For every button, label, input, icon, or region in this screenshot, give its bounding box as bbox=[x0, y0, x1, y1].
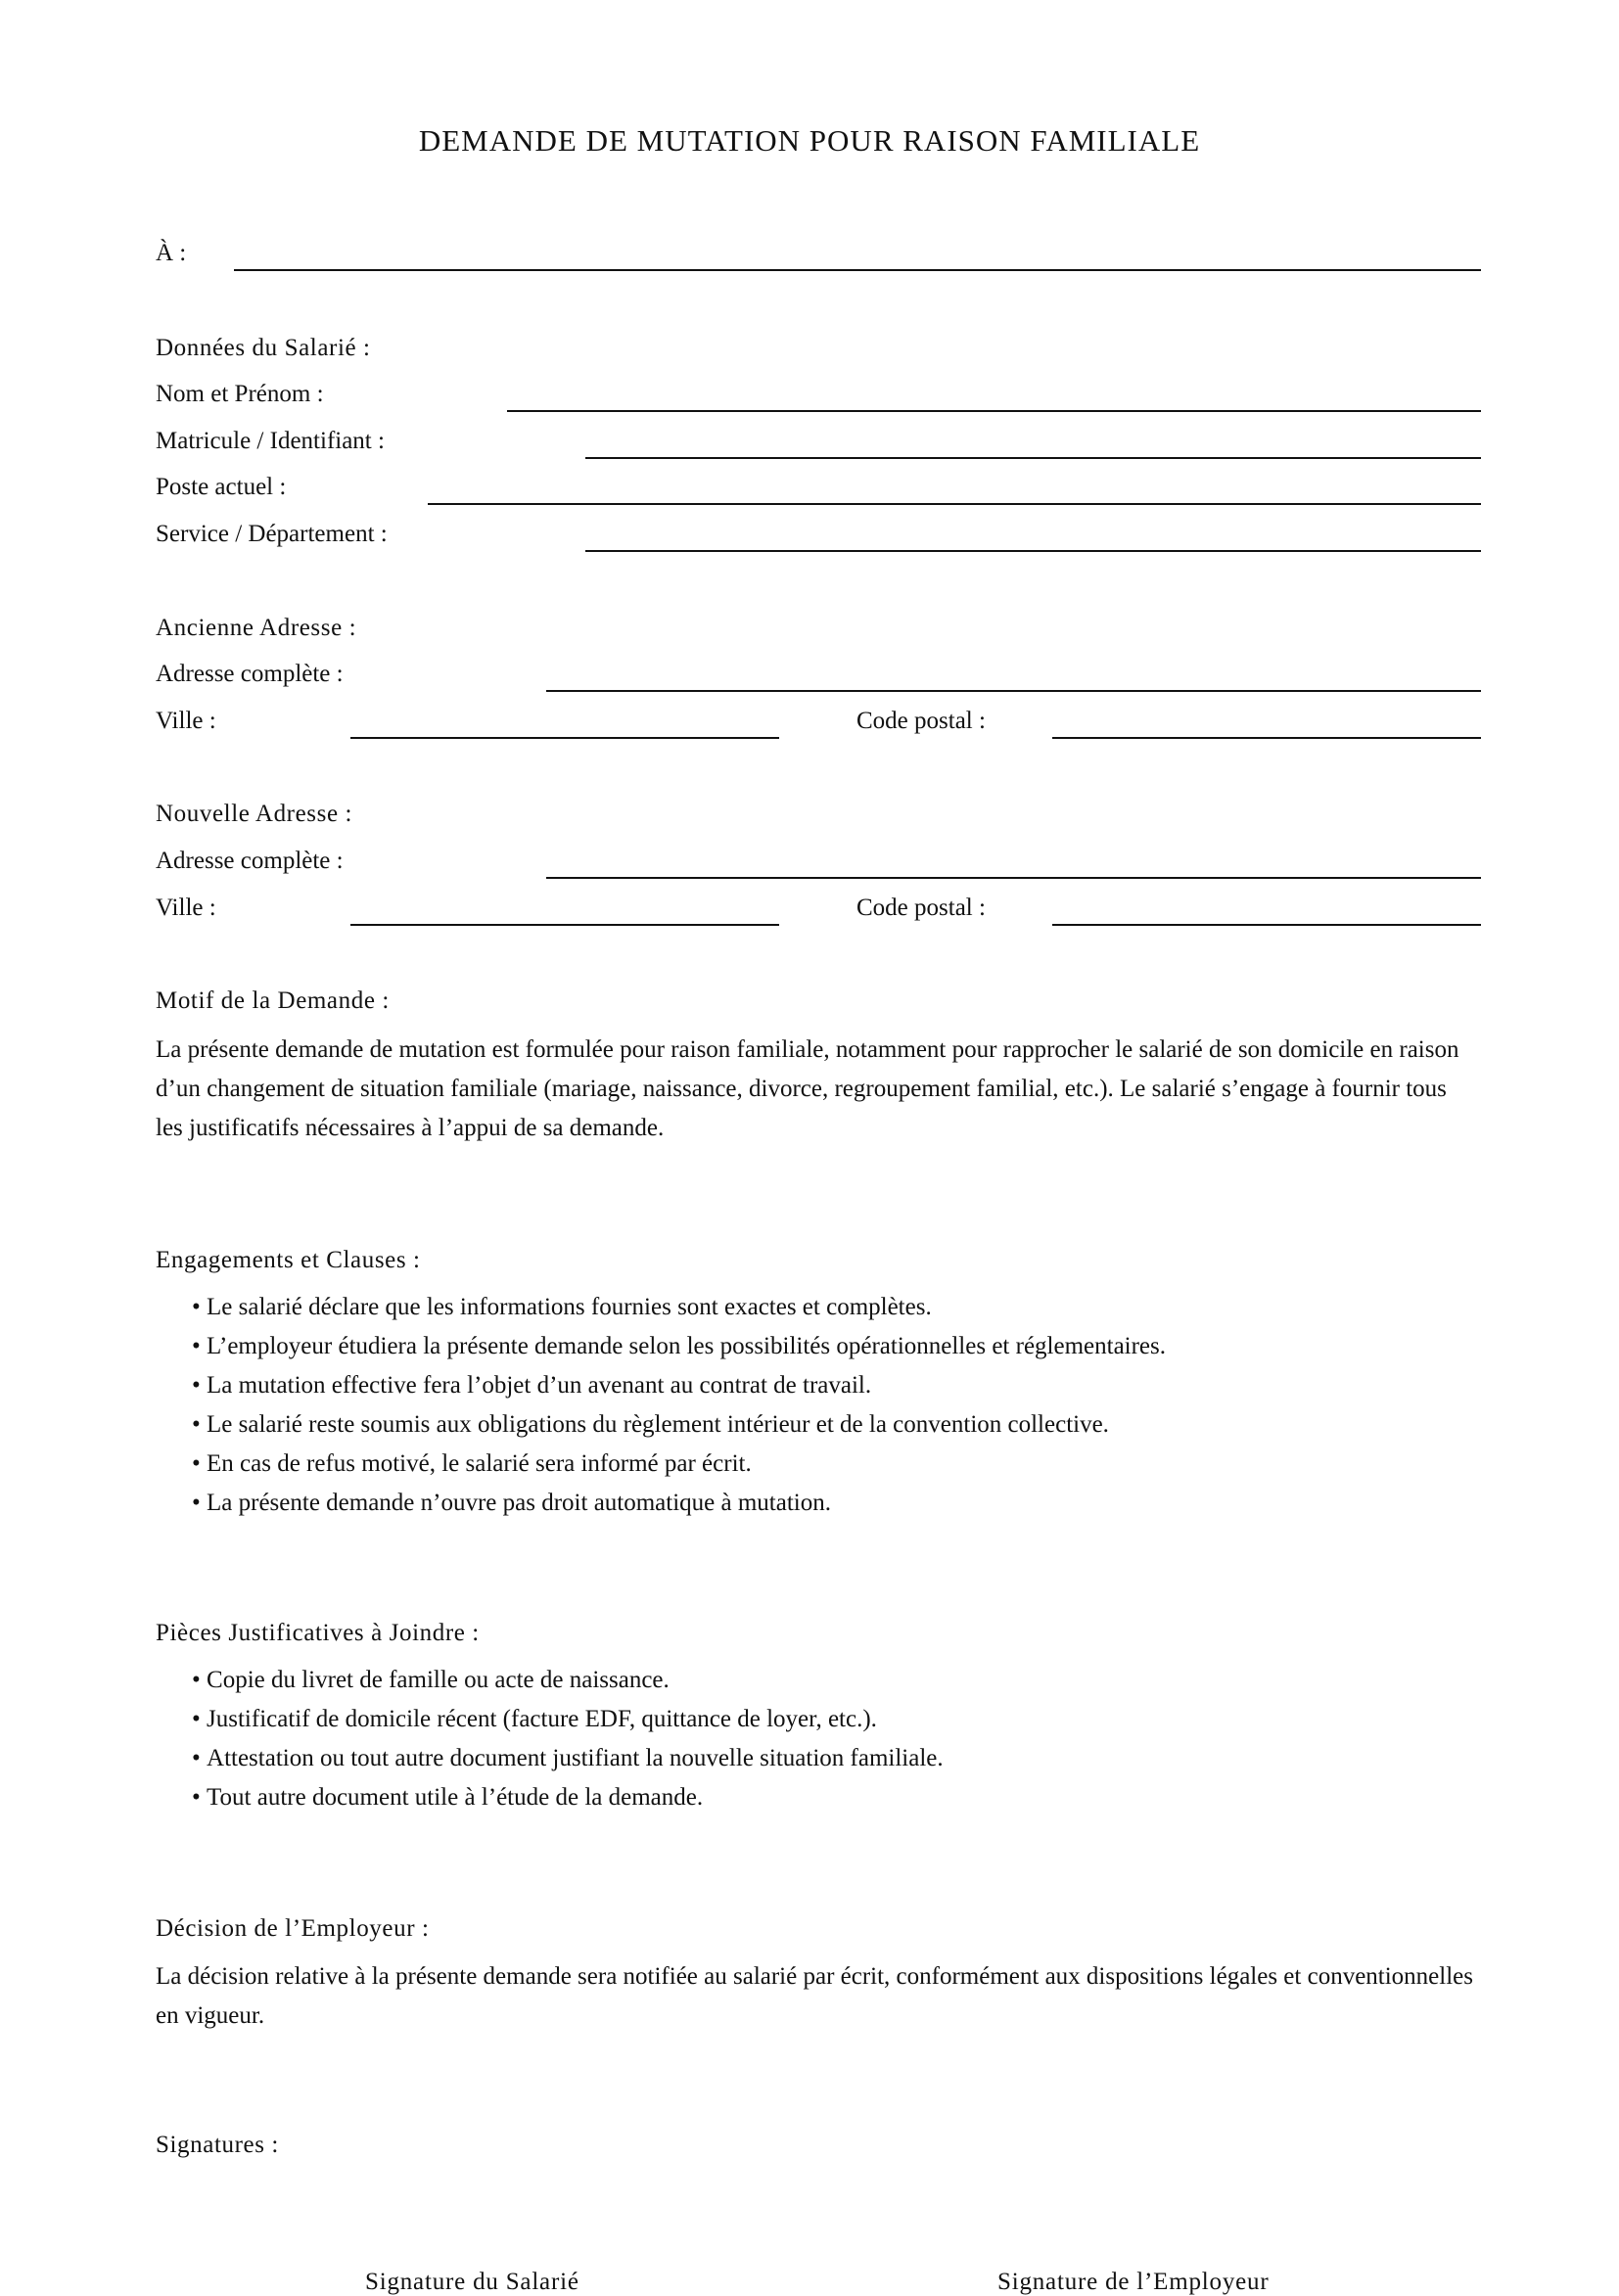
document-title: DEMANDE DE MUTATION POUR RAISON FAMILIALE bbox=[418, 123, 1201, 158]
department-field[interactable] bbox=[585, 550, 1481, 552]
new-postal-label: Code postal : bbox=[856, 895, 986, 921]
old-city-field[interactable] bbox=[350, 737, 779, 739]
recipient-field[interactable] bbox=[234, 269, 1481, 271]
new-postal-field[interactable] bbox=[1052, 924, 1481, 926]
new-address-field[interactable] bbox=[546, 877, 1481, 879]
list-item: • Copie du livret de famille ou acte de naissance. bbox=[192, 1661, 944, 1700]
new-address-label: Adresse complète : bbox=[156, 848, 344, 874]
pieces-list bbox=[192, 1661, 944, 1817]
old-address-heading: Ancienne Adresse : bbox=[156, 615, 357, 641]
motif-heading: Motif de la Demande : bbox=[156, 987, 390, 1014]
employer-signature-label: Signature de l’Employeur bbox=[997, 2269, 1270, 2295]
engagements-heading: Engagements et Clauses : bbox=[156, 1247, 421, 1273]
id-label: Matricule / Identifiant : bbox=[156, 428, 385, 454]
id-field[interactable] bbox=[585, 457, 1481, 459]
decision-paragraph: La décision relative à la présente demande sera notifiée au salarié par écrit, conformément aux dispositions légales et conventionnelles en vigueur. bbox=[156, 1963, 1473, 2029]
old-city-label: Ville : bbox=[156, 708, 216, 734]
old-address-label: Adresse complète : bbox=[156, 661, 344, 687]
list-item: • Le salarié déclare que les informations fournies sont exactes et complètes. bbox=[192, 1288, 1166, 1327]
employee-heading: Données du Salarié : bbox=[156, 335, 371, 361]
name-field[interactable] bbox=[507, 410, 1481, 412]
decision-heading: Décision de l’Employeur : bbox=[156, 1915, 430, 1942]
list-item: • Justificatif de domicile récent (facture EDF, quittance de loyer, etc.). bbox=[192, 1700, 944, 1739]
new-address-heading: Nouvelle Adresse : bbox=[156, 801, 353, 827]
employee-signature-label: Signature du Salarié bbox=[365, 2269, 579, 2295]
motif-paragraph: La présente demande de mutation est formulée pour raison familiale, notamment pour rapprocher le salarié de son domicile en raison d’un changement de situation familiale (mariage, naissance, divorce, regroupement familial, etc.). Le salarié s’engage à fournir tous les justificatifs nécessaires à l’appui de sa demande. bbox=[156, 1036, 1459, 1141]
department-label: Service / Département : bbox=[156, 521, 388, 547]
list-item: • L’employeur étudiera la présente demande selon les possibilités opérationnelles et réglementaires. bbox=[192, 1327, 1166, 1366]
position-label: Poste actuel : bbox=[156, 474, 287, 500]
list-item: • La mutation effective fera l’objet d’un avenant au contrat de travail. bbox=[192, 1366, 1166, 1405]
list-item: • En cas de refus motivé, le salarié sera informé par écrit. bbox=[192, 1445, 1166, 1484]
old-postal-field[interactable] bbox=[1052, 737, 1481, 739]
list-item: • Attestation ou tout autre document justifiant la nouvelle situation familiale. bbox=[192, 1739, 944, 1778]
new-city-label: Ville : bbox=[156, 895, 216, 921]
position-field[interactable] bbox=[428, 503, 1481, 505]
pieces-heading: Pièces Justificatives à Joindre : bbox=[156, 1620, 480, 1646]
list-item: • Le salarié reste soumis aux obligations du règlement intérieur et de la convention collective. bbox=[192, 1405, 1166, 1445]
recipient-label: À : bbox=[156, 240, 187, 266]
list-item: • La présente demande n’ouvre pas droit automatique à mutation. bbox=[192, 1484, 1166, 1523]
signatures-heading: Signatures : bbox=[156, 2132, 279, 2158]
list-item: • Tout autre document utile à l’étude de la demande. bbox=[192, 1778, 944, 1817]
old-address-field[interactable] bbox=[546, 690, 1481, 692]
engagements-list bbox=[192, 1288, 1166, 1523]
new-city-field[interactable] bbox=[350, 924, 779, 926]
old-postal-label: Code postal : bbox=[856, 708, 986, 734]
name-label: Nom et Prénom : bbox=[156, 381, 324, 407]
